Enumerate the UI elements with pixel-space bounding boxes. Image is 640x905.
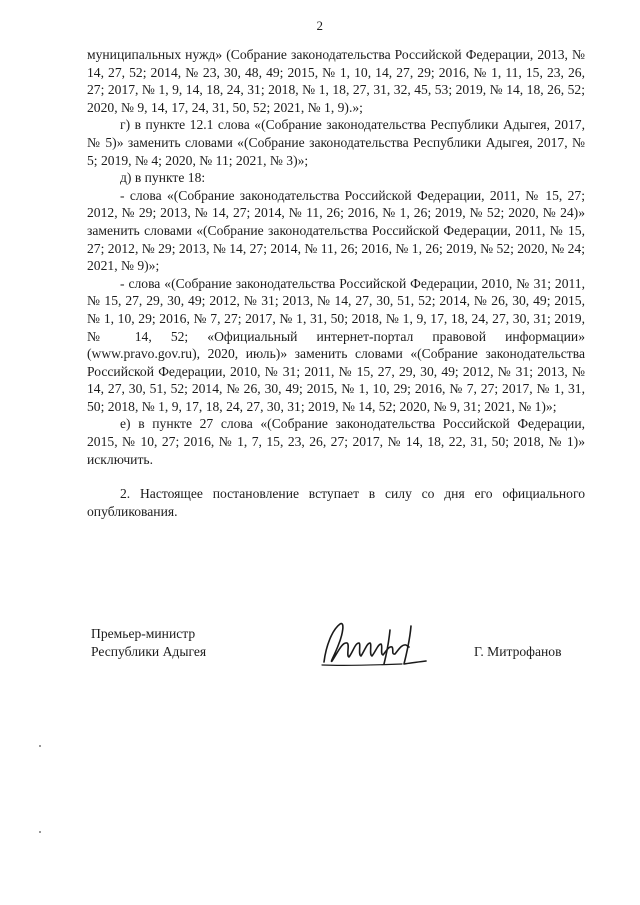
signatory-name: Г. Митрофанов (474, 644, 562, 659)
paragraph-subitem-2: - слова «(Собрание законодательства Российской Федерации, 2010, № 31; 2011, № 15, 27, 29, 30, 49; 2012, № 31; 2013, № 14, 27, 30, 51, 52; 2014, № 26, 30, 49; 2015, № 1, 10, 29; 2016, № 7, 27; 2017, № 1, 31, 50; 2018, № 1, 9, 17, 18, 24, 27, 30, 31; 2019, № 14, 52; «Официальный интернет-портал правовой информации» (www.pravo.gov.ru), 2020, июль)» заменить словами «(Собрание законодательства Российской Федерации, 2010, № 31; 2011, № 15, 27, 29, 30, 49; 2012, № 31; 2013, № 14, 27, 30, 51, 52; 2014, № 26, 30, 49; 2015, № 1, 10, 29; 2016, № 7, 27; 2017, № 1, 31, 50; 2018, № 1, 9, 17, 18, 24, 27, 30, 31; 2019, № 14, 52; 2020, № 9, 31; 2021, № 1)»; (87, 275, 585, 414)
handwritten-signature (318, 616, 430, 674)
paragraph-item-d: д) в пункте 18: (120, 170, 206, 186)
scan-artifact-dot (39, 831, 41, 833)
scan-artifact-dot (39, 745, 41, 747)
document-body (87, 46, 585, 520)
signatory-position-line2: Республики Адыгея (91, 644, 207, 659)
paragraph-continuation: муниципальных нужд» (Собрание законодательства Российской Федерации, 2013, № 14, 27, 52; 2014, № 23, 30, 48, 49; 2015, № 1, 10, 14, 27, 29; 2016, № 1, 11, 15, 23, 26, 27; 2017, № 1, 9, 14, 18, 24, 31; 2018, № 1, 18, 27, 31, 32, 45, 53; 2019, № 14, 18, 26, 52; 2020, № 9, 14, 17, 24, 31, 50, 52; 2021, № 1, 9).»; (87, 47, 585, 115)
signatory-position (91, 625, 206, 661)
paragraph-subitem-1: - слова «(Собрание законодательства Российской Федерации, 2011, № 15, 27; 2012, № 29; 2013, № 14, 27; 2014, № 11, 26; 2016, № 1, 26; 2019, № 52; 2020, № 24)» заменить словами «(Собрание законодательства Российской Федерации, 2011, № 15, 27; 2012, № 29; 2013, № 14, 27; 2014, № 11, 26; 2016, № 1, 26; 2019, № 52; 2020, № 24; 2021, № 9)»; (87, 187, 585, 274)
paragraph-item-e: е) в пункте 27 слова «(Собрание законодательства Российской Федерации, 2015, № 10, 27; 2016, № 1, 7, 15, 23, 26, 27; 2017, № 14, 18, 22, 31, 50; 2018, № 1)» исключить. (87, 416, 585, 467)
paragraph-clause-2: 2. Настоящее постановление вступает в силу со дня его официального опубликования. (87, 486, 585, 519)
paragraph-item-g: г) в пункте 12.1 слова «(Собрание законодательства Республики Адыгея, 2017, № 5)» заменить словами «(Собрание законодательства Республики Адыгея, 2017, № 5; 2019, № 4; 2020, № 11; 2021, № 3)»; (87, 117, 585, 168)
signatory-position-line1: Премьер-министр (91, 626, 196, 641)
page-number: 2 (316, 18, 324, 33)
